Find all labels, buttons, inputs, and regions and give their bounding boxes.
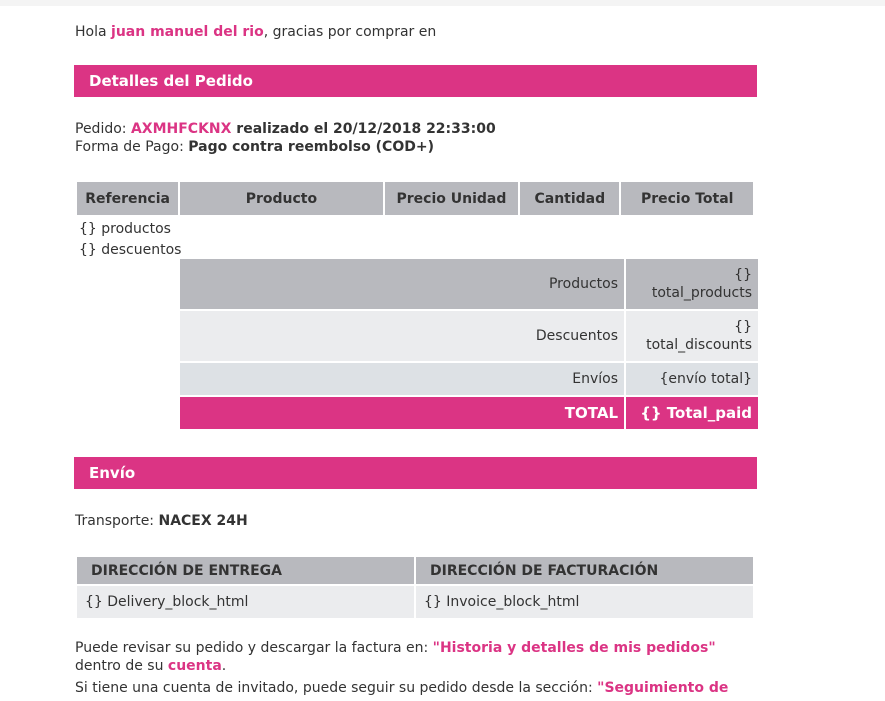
grand-total-label: TOTAL xyxy=(180,397,624,429)
address-header-row xyxy=(77,557,753,584)
grand-total-value: {} Total_paid xyxy=(626,397,758,429)
greeting-suffix: , gracias por comprar en xyxy=(263,24,437,40)
order-details-header: Detalles del Pedido xyxy=(74,65,757,97)
totals-row-discounts xyxy=(180,311,758,361)
payment-method: Pago contra reembolso (COD+) xyxy=(188,139,434,155)
shipping-total-label: Envíos xyxy=(180,363,624,395)
carrier-line xyxy=(75,513,248,529)
carrier-label: Transporte: xyxy=(75,513,159,529)
order-reference-line xyxy=(75,121,496,137)
account-link[interactable]: cuenta xyxy=(167,658,222,674)
discounts-placeholder: {} descuentos xyxy=(79,242,182,258)
shipping-header: Envío xyxy=(74,457,757,489)
totals-row-grand-total xyxy=(180,397,758,429)
order-date: realizado el 20/12/2018 22:33:00 xyxy=(231,121,496,137)
delivery-address-value: {} Delivery_block_html xyxy=(77,586,414,618)
top-strip xyxy=(0,0,885,6)
shipping-total-value: {envío total} xyxy=(626,363,758,395)
payment-label: Forma de Pago: xyxy=(75,139,189,155)
carrier-name: NACEX 24H xyxy=(158,513,248,529)
order-table xyxy=(75,180,755,265)
invoice-address-header: DIRECCIÓN DE FACTURACIÓN xyxy=(416,557,753,584)
totals-row-products xyxy=(180,259,758,309)
col-referencia: Referencia xyxy=(77,182,178,215)
order-history-link[interactable]: "Historia y detalles de mis pedidos" xyxy=(432,640,716,656)
discounts-total-label: Descuentos xyxy=(180,311,624,361)
discounts-total-brace: {} xyxy=(734,319,752,335)
account-suffix: . xyxy=(221,658,227,674)
totals-row-shipping xyxy=(180,363,758,395)
totals-table xyxy=(178,257,760,431)
address-table xyxy=(75,555,755,620)
products-total-var: total_products xyxy=(651,285,752,301)
customer-name: juan manuel del rio xyxy=(111,24,264,40)
address-value-row xyxy=(77,586,753,618)
col-precio-total: Precio Total xyxy=(621,182,753,215)
invoice-address-value: {} Invoice_block_html xyxy=(416,586,753,618)
review-line xyxy=(75,639,775,657)
col-cantidad: Cantidad xyxy=(520,182,619,215)
footer-text xyxy=(75,639,775,697)
col-producto: Producto xyxy=(180,182,382,215)
account-line xyxy=(75,657,775,675)
order-reference: AXMHFCKNX xyxy=(130,121,232,137)
payment-line xyxy=(75,139,434,155)
products-placeholder: {} productos xyxy=(79,221,171,237)
discounts-total-var: total_discounts xyxy=(646,337,752,353)
products-total-label: Productos xyxy=(180,259,624,309)
review-text: Puede revisar su pedido y descargar la factura en: xyxy=(75,640,433,656)
discounts-total-value xyxy=(626,311,758,361)
greeting xyxy=(75,24,437,40)
order-label: Pedido: xyxy=(75,121,131,137)
order-table-header xyxy=(77,182,753,215)
greeting-prefix: Hola xyxy=(75,24,112,40)
account-prefix: dentro de su xyxy=(75,658,168,674)
col-precio-unidad: Precio Unidad xyxy=(385,182,519,215)
products-total-brace: {} xyxy=(734,267,752,283)
delivery-address-header: DIRECCIÓN DE ENTREGA xyxy=(77,557,414,584)
guest-line xyxy=(75,679,775,697)
guest-tracking-link[interactable]: "Seguimiento de xyxy=(597,680,729,696)
guest-text: Si tiene una cuenta de invitado, puede seguir su pedido desde la sección: xyxy=(75,680,598,696)
products-total-value xyxy=(626,259,758,309)
